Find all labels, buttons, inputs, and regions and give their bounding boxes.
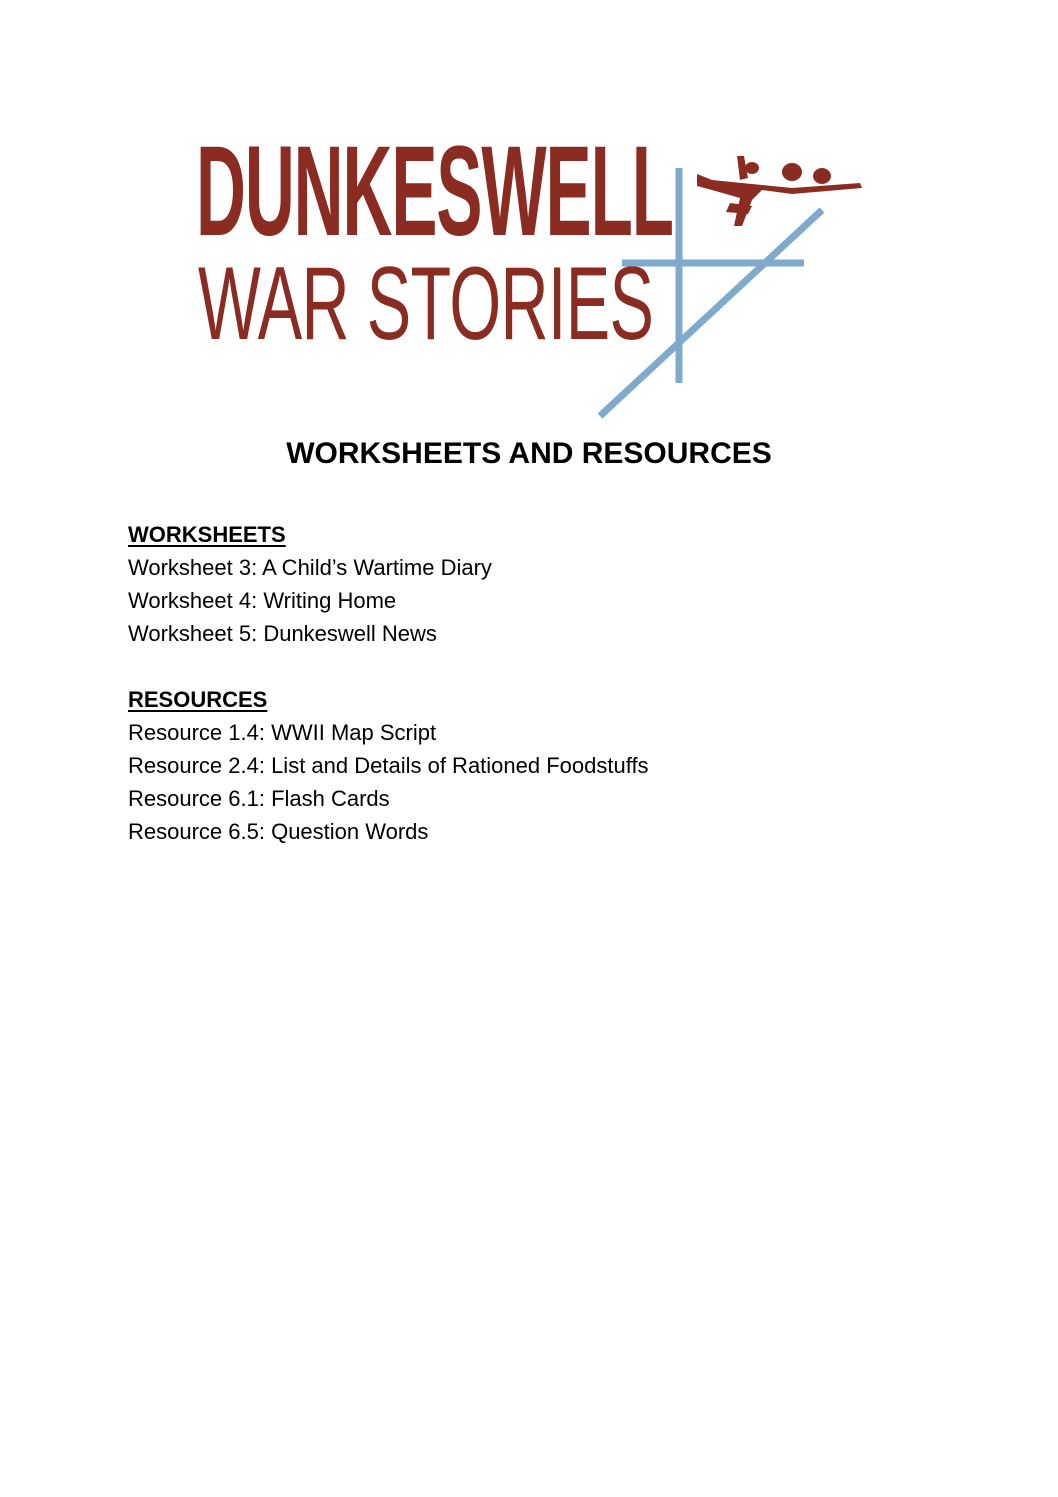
list-item: Worksheet 3: A Child’s Wartime Diary: [128, 555, 492, 580]
list-item: Worksheet 4: Writing Home: [128, 588, 397, 613]
page-title: WORKSHEETS AND RESOURCES: [286, 437, 772, 470]
list-item: Resource 1.4: WWII Map Script: [128, 720, 437, 745]
list-item: Resource 6.5: Question Words: [128, 819, 429, 844]
worksheets-heading: WORKSHEETS: [128, 522, 286, 547]
airplane-icon: [697, 156, 862, 226]
list-item: Worksheet 5: Dunkeswell News: [128, 621, 437, 646]
list-item: Resource 6.1: Flash Cards: [128, 786, 390, 811]
logo-graphic: [192, 120, 872, 428]
worksheets-section: [128, 518, 492, 650]
resources-section: [128, 683, 649, 848]
resources-heading: RESOURCES: [128, 687, 268, 712]
worksheets-list: [128, 551, 492, 650]
list-item: Resource 2.4: List and Details of Rationed Foodstuffs: [128, 753, 649, 778]
resources-list: [128, 716, 649, 848]
logo-title-line2: WAR STORIES: [198, 246, 654, 362]
dunkeswell-logo: [192, 120, 872, 428]
grid-lines: [600, 168, 822, 416]
logo-title-line1: DUNKESWELL: [196, 120, 673, 263]
